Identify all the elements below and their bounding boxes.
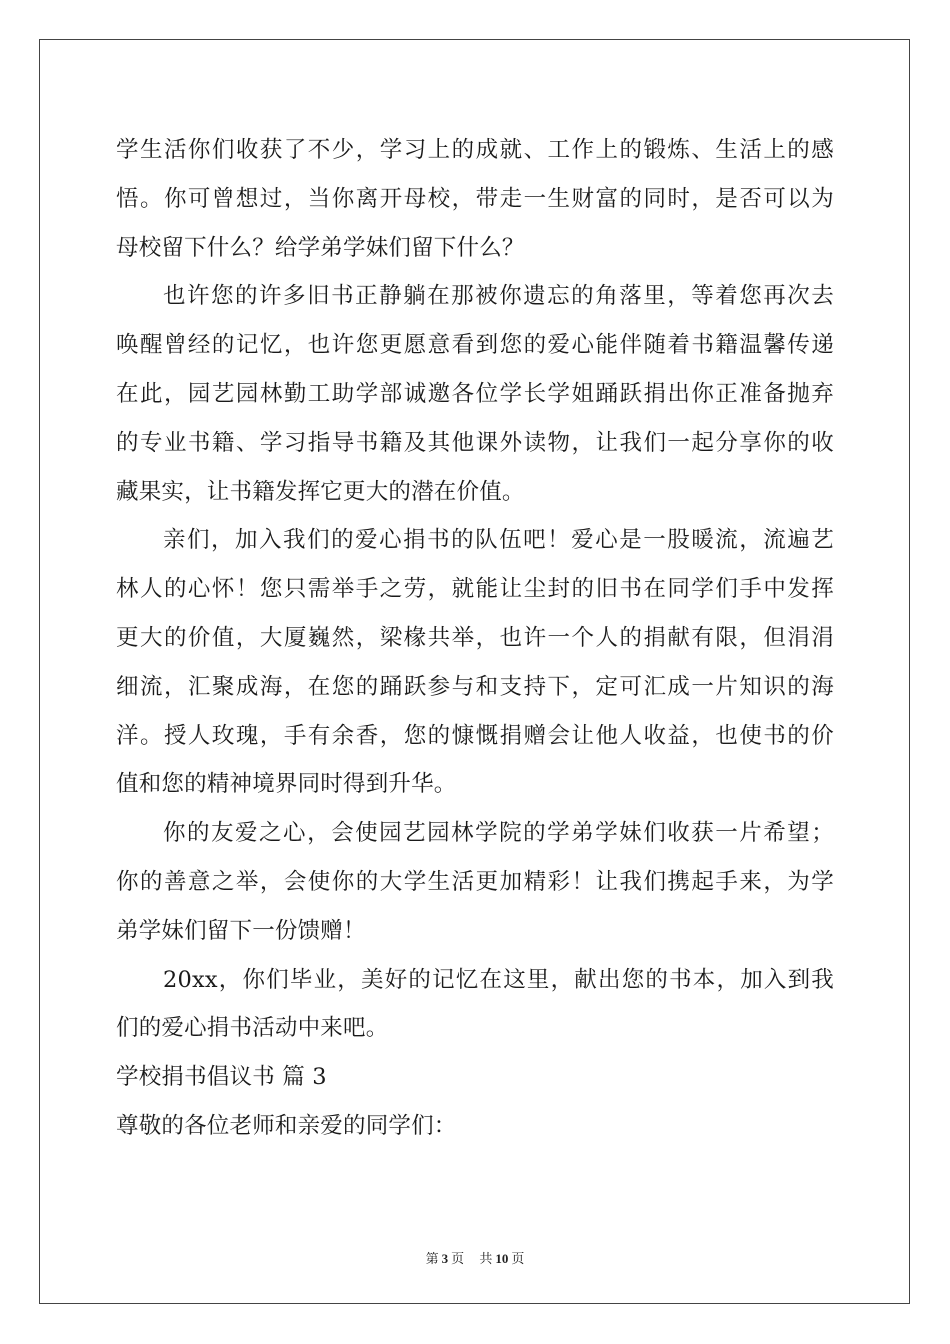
document-body	[116, 126, 834, 1151]
text-line: 们的爱心捐书活动中来吧。	[116, 1015, 389, 1042]
text-line: 藏果实，让书籍发挥它更大的潜在价值。	[116, 478, 525, 505]
text-line: 你的善意之举，会使你的大学生活更加精彩！让我们携起手来，为学	[116, 868, 834, 895]
text-line: 林人的心怀！您只需举手之劳，就能让尘封的旧书在同学们手中发挥	[116, 576, 834, 603]
page-footer	[0, 1248, 950, 1267]
text-line: 你的友爱之心，会使园艺园林学院的学弟学妹们收获一片希望；	[163, 820, 834, 847]
text-line: 悟。你可曾想过，当你离开母校，带走一生财富的同时，是否可以为	[116, 185, 834, 212]
text-line: 值和您的精神境界同时得到升华。	[116, 771, 457, 798]
total-prefix: 共	[479, 1251, 493, 1266]
text-line: 在此，园艺园林勤工助学部诚邀各位学长学姐踊跃捐出你正准备抛弃	[116, 380, 834, 407]
text-line: 更大的价值，大厦巍然，梁椽共举，也许一个人的捐献有限，但涓涓	[116, 624, 834, 651]
text-line: 尊敬的各位老师和亲爱的同学们：	[116, 1112, 457, 1139]
text-line: 学生活你们收获了不少，学习上的成就、工作上的锻炼、生活上的感	[116, 137, 834, 163]
text-line: 学校捐书倡议书 篇 3	[116, 1064, 327, 1091]
text-line: 的专业书籍、学习指导书籍及其他课外读物，让我们一起分享你的收	[116, 429, 834, 456]
total-suffix: 页	[511, 1251, 525, 1266]
text-line: 母校留下什么？给学弟学妹们留下什么？	[116, 234, 525, 261]
text-line: 细流，汇聚成海，在您的踊跃参与和支持下，定可汇成一片知识的海	[116, 673, 834, 700]
total-indicator	[476, 1251, 527, 1266]
text-line: 洋。授人玫瑰，手有余香，您的慷慨捐赠会让他人收益，也使书的价	[116, 722, 834, 749]
text-line: 也许您的许多旧书正静躺在那被你遗忘的角落里，等着您再次去	[163, 283, 834, 310]
page-suffix: 页	[451, 1251, 465, 1266]
page-prefix: 第	[425, 1251, 439, 1266]
text-line: 唤醒曾经的记忆，也许您更愿意看到您的爱心能伴随着书籍温馨传递	[116, 332, 834, 359]
text-line: 弟学妹们留下一份馈赠！	[116, 917, 366, 944]
text-line: 20xx，你们毕业，美好的记忆在这里，献出您的书本，加入到我	[163, 966, 834, 993]
text-line: 亲们，加入我们的爱心捐书的队伍吧！爱心是一股暖流，流遍艺	[163, 527, 834, 554]
page-indicator	[423, 1251, 468, 1266]
total-pages: 10	[495, 1251, 509, 1266]
page-number: 3	[441, 1251, 449, 1266]
